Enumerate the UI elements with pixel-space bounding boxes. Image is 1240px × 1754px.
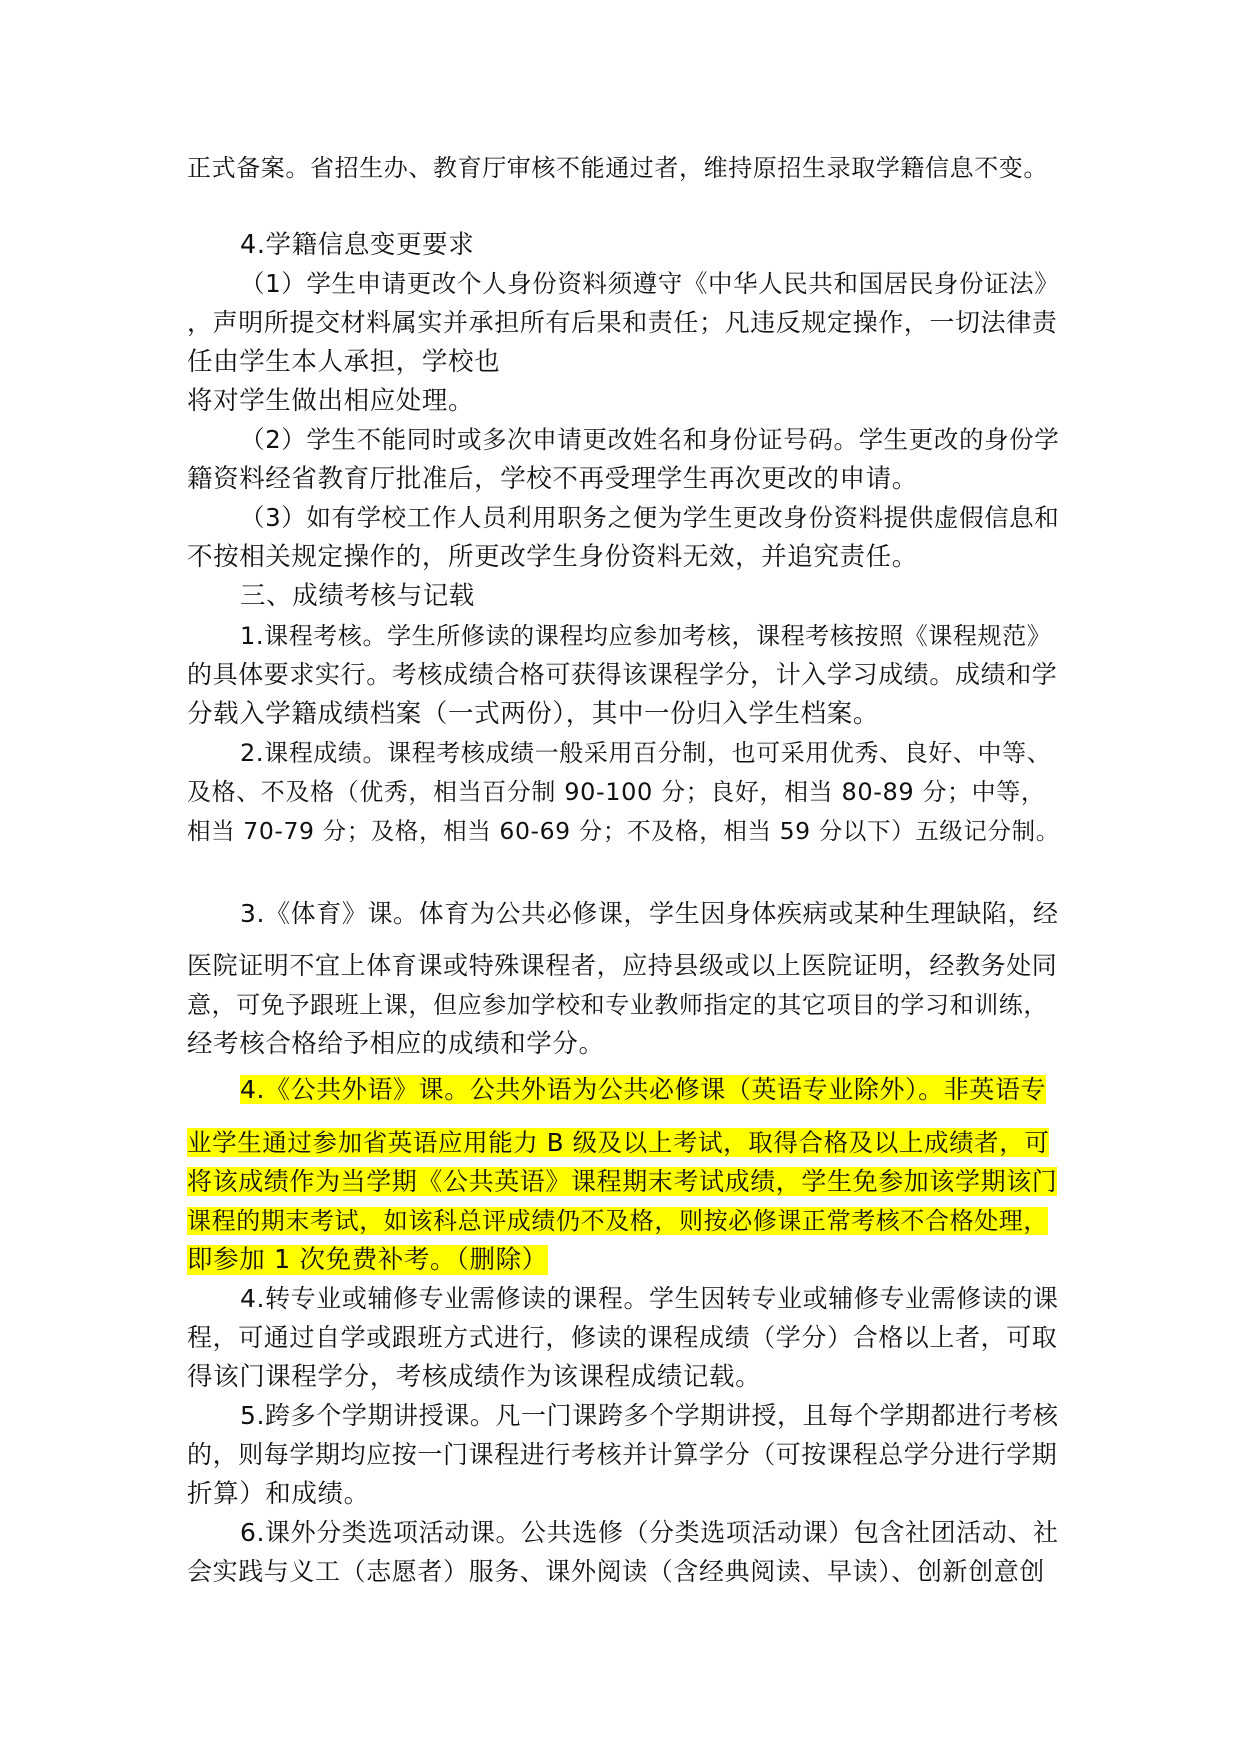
- paragraph-line: 医院证明不宜上体育课或特殊课程者，应持县级或以上医院证明，经教务处同: [187, 951, 1058, 980]
- deleted-paragraph-line: [187, 1240, 548, 1280]
- paragraph-line: 任由学生本人承担，学校也: [187, 347, 501, 377]
- paragraph-line: 的具体要求实行。考核成绩合格可获得该课程学分，计入学习成绩。成绩和学: [187, 660, 1058, 689]
- paragraph-line: 程，可通过自学或跟班方式进行，修读的课程成绩（学分）合格以上者，可取: [187, 1323, 1058, 1352]
- section-heading: 4.学籍信息变更要求: [240, 230, 475, 260]
- paragraph-line: 相当 70-79 分；及格，相当 60-69 分；不及格，相当 59 分以下）五级记分制。: [187, 817, 1060, 845]
- paragraph-line: ，声明所提交材料属实并承担所有后果和责任；凡违反规定操作，一切法律责: [187, 308, 1058, 337]
- paragraph-line: 的，则每学期均应按一门课程进行考核并计算学分（可按课程总学分进行学期: [187, 1440, 1058, 1469]
- paragraph-line: 6.课外分类选项活动课。公共选修（分类选项活动课）包含社团活动、社: [240, 1518, 1059, 1547]
- paragraph-line: 经考核合格给予相应的成绩和学分。: [187, 1029, 605, 1059]
- highlighted-text: 4.《公共外语》课。公共外语为公共必修课（英语专业除外）。非英语专: [240, 1075, 1047, 1104]
- paragraph-line: 意，可免予跟班上课，但应参加学校和专业教师指定的其它项目的学习和训练，: [187, 991, 1048, 1019]
- paragraph-line: （1）学生申请更改个人身份资料须遵守《中华人民共和国居民身份证法》: [240, 269, 1060, 298]
- paragraph-line: 折算）和成绩。: [187, 1479, 370, 1509]
- deleted-paragraph-line: [240, 1070, 1046, 1110]
- paragraph-line: 不按相关规定操作的，所更改学生身份资料无效，并追究责任。: [187, 542, 918, 572]
- paragraph-line: 4.转专业或辅修专业需修读的课程。学生因转专业或辅修专业需修读的课: [240, 1284, 1059, 1313]
- paragraph-line: 将对学生做出相应处理。: [187, 386, 475, 416]
- paragraph-line: 2.课程成绩。课程考核成绩一般采用百分制，也可采用优秀、良好、中等、: [240, 739, 1052, 767]
- highlighted-text: 即参加 1 次免费补考。（删除）: [187, 1245, 548, 1275]
- paragraph-line: 3.《体育》课。体育为公共必修课，学生因身体疾病或某种生理缺陷，经: [240, 899, 1059, 928]
- paragraph-line: 籍资料经省教育厅批准后，学校不再受理学生再次更改的申请。: [187, 464, 918, 494]
- highlighted-text: 业学生通过参加省英语应用能力 B 级及以上考试，取得合格及以上成绩者，可: [187, 1128, 1050, 1157]
- deleted-paragraph-line: [187, 1201, 1048, 1241]
- paragraph-line: 1.课程考核。学生所修读的课程均应参加考核，课程考核按照《课程规范》: [240, 622, 1052, 650]
- paragraph-line: 分载入学籍成绩档案（一式两份），其中一份归入学生档案。: [187, 699, 879, 729]
- highlighted-text: 将该成绩作为当学期《公共英语》课程期末考试成绩，学生免参加该学期该门: [187, 1167, 1058, 1196]
- paragraph-line: 得该门课程学分，考核成绩作为该课程成绩记载。: [187, 1362, 762, 1392]
- paragraph-line: 会实践与义工（志愿者）服务、课外阅读（含经典阅读、早读）、创新创意创: [187, 1557, 1045, 1586]
- section-heading: 三、成绩考核与记载: [240, 581, 475, 611]
- paragraph-line: 5.跨多个学期讲授课。凡一门课跨多个学期讲授，且每个学期都进行考核: [240, 1401, 1059, 1430]
- deleted-paragraph-line: [187, 1123, 1049, 1163]
- highlighted-text: 课程的期末考试，如该科总评成绩仍不及格，则按必修课正常考核不合格处理，: [187, 1207, 1048, 1235]
- paragraph-line: 正式备案。省招生办、教育厅审核不能通过者，维持原招生录取学籍信息不变。: [187, 154, 1048, 182]
- deleted-paragraph-line: [187, 1162, 1057, 1202]
- paragraph-line: （2）学生不能同时或多次申请更改姓名和身份证号码。学生更改的身份学: [240, 425, 1060, 454]
- paragraph-line: （3）如有学校工作人员利用职务之便为学生更改身份资料提供虚假信息和: [240, 503, 1060, 532]
- paragraph-line: 及格、不及格（优秀，相当百分制 90-100 分；良好，相当 80-89 分；中等，: [187, 778, 1046, 806]
